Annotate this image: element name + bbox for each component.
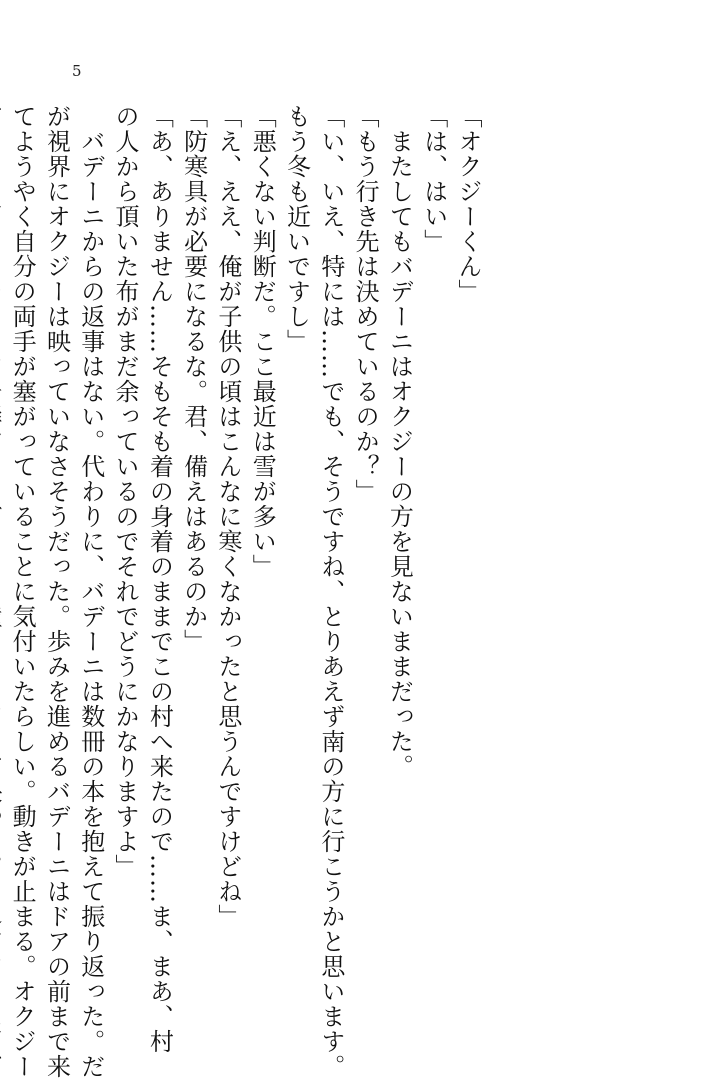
text-line: てようやく自分の両手が塞がっていることに気付いたらしい。動きが止まる。オクジー [8, 104, 37, 1079]
text-line: 「悪くない判断だ。ここ最近は雪が多い」 [248, 104, 277, 579]
text-line: またしてもバデーニはオクジーの方を見ないままだった。 [385, 104, 414, 779]
text-line: 「え、ええ、俺が子供の頃はこんなに寒くなかったと思うんですけどね」 [213, 104, 242, 929]
text-line: 「防寒具が必要になるな。君、備えはあるのか」 [179, 104, 208, 654]
text-line: の人から頂いた布がまだ余っているのでそれでどうにかなりますよ」 [111, 104, 140, 879]
text-line: 「は、はい」 [419, 104, 448, 254]
text-line: 「オクジーくん」 [454, 104, 482, 304]
text-line: が視界にオクジーは映っていなさそうだった。歩みを進めるバデーニはドアの前まで来 [42, 104, 71, 1079]
text-line: もう冬も近いですし」 [282, 104, 311, 354]
vertical-text-body [8, 104, 485, 1079]
page-number: 5 [72, 62, 82, 80]
text-line [0, 104, 5, 1004]
text-line: 「い、いえ、特には……でも、そうですね、とりあえず南の方に行こうかと思います。 [316, 104, 345, 1079]
text-line: 「あ、ありません……そもそも着の身着のままでこの村へ来たので……ま、まあ、村 [145, 104, 174, 1054]
text-line: 「もう行き先は決めているのか？」 [351, 104, 380, 504]
text-line: バデーニからの返事はない。代わりに、バデーニは数冊の本を抱えて振り返った。だ [76, 104, 105, 1079]
